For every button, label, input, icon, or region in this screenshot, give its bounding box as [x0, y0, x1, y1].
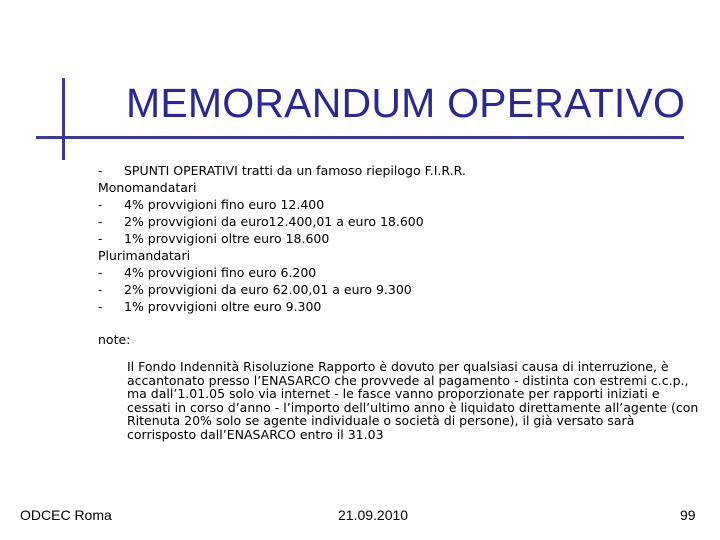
spacer [98, 315, 698, 331]
line-text: Plurimandatari [98, 248, 191, 263]
line-text: SPUNTI OPERATIVI tratti da un famoso riepilogo F.I.R.R. [124, 163, 466, 178]
bullet-marker: - [98, 164, 103, 178]
bullet-marker: - [98, 300, 103, 314]
memo-body [98, 162, 698, 441]
line-text: 4% provvigioni fino euro 12.400 [124, 197, 325, 212]
bullet-item [98, 264, 698, 281]
bullet-item [98, 281, 698, 298]
bullet-marker: - [98, 283, 103, 297]
bullet-item [98, 298, 698, 315]
bullet-marker: - [98, 232, 103, 246]
line-text: 1% provvigioni oltre euro 18.600 [124, 231, 330, 246]
footer-organization: ODCEC Roma [20, 507, 112, 523]
section-heading [98, 247, 698, 264]
bullet-item [98, 162, 698, 179]
line-text: 2% provvigioni da euro 62.00,01 a euro 9.300 [124, 282, 412, 297]
section-heading [98, 179, 698, 196]
footer-page-number: 99 [680, 507, 696, 523]
bullet-item [98, 213, 698, 230]
note-label: note: [98, 332, 131, 347]
bullet-marker: - [98, 266, 103, 280]
bullet-item [98, 196, 698, 213]
line-text: 2% provvigioni da euro12.400,01 a euro 18.600 [124, 214, 424, 229]
bullet-list [98, 162, 698, 315]
bullet-marker: - [98, 198, 103, 212]
line-text: 1% provvigioni oltre euro 9.300 [124, 299, 322, 314]
title-horizontal-rule [36, 136, 684, 139]
line-text: Monomandatari [98, 180, 197, 195]
footer-date: 21.09.2010 [338, 507, 409, 523]
bullet-marker: - [98, 215, 103, 229]
line-text: 4% provvigioni fino euro 6.200 [124, 265, 317, 280]
page-title: MEMORANDUM OPERATIVO [126, 80, 686, 126]
note-text: Il Fondo Indennità Risoluzione Rapporto è dovuto per qualsiasi causa di interruzione, è accantonato presso l’ENASARCO che provvede al pagamento - distinta con estremi c.c.p., ma dall’1.01.05 solo via internet - le fasce vanno proporzionate per rapporti iniziati e cessati in corso d’anno - l’importo dell’ultimo anno è liquidato direttamente all’agente (con Ritenuta 20% solo se agente individuale o società di persone), il già versato sarà corrisposto dall’ENASARCO entro il 31.03 [127, 359, 699, 442]
bullet-item [98, 230, 698, 247]
title-vertical-rule [62, 78, 65, 160]
